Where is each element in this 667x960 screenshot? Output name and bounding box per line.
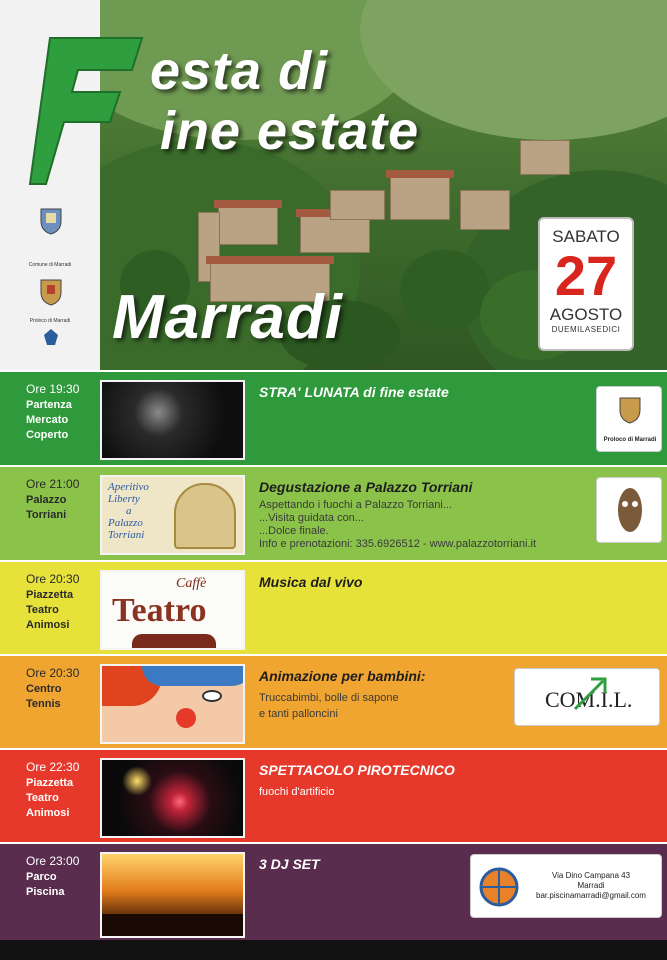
- title-line-2: ine estate: [160, 101, 420, 161]
- event-time: Ore 22:30: [26, 760, 80, 774]
- title-town: Marradi: [112, 283, 343, 352]
- event-desc-4: Info e prenotazioni: 335.6926512 - www.palazzotorriani.it: [259, 538, 537, 550]
- event-title: STRA' LUNATA di fine estate: [259, 384, 449, 400]
- night-moon-thumbnail: [100, 380, 245, 460]
- date-day-number: 27: [554, 244, 618, 307]
- caffe-teatro-thumbnail: Caffè Teatro: [100, 570, 245, 650]
- event-time: Ore 23:00: [26, 854, 80, 868]
- event-title: SPETTACOLO PIROTECNICO: [259, 762, 455, 778]
- crest1-caption: Comune di Marradi: [28, 262, 72, 268]
- proloco-shield-icon: [617, 393, 643, 425]
- palazzo-torriani-logo: [596, 477, 662, 543]
- mask-emblem-icon: [615, 484, 645, 538]
- proloco-logo: [596, 386, 662, 452]
- event-place: Piazzetta Teatro Animosi: [26, 589, 74, 631]
- crest2-caption: Proloco di Marradi: [29, 318, 71, 324]
- date-month: AGOSTO: [549, 305, 623, 324]
- event-desc-1: Truccabimbi, bolle di sapone: [259, 692, 399, 704]
- proloco-crest-icon: [38, 276, 64, 306]
- header: [0, 0, 667, 370]
- fireworks-thumbnail: [100, 758, 245, 838]
- event-row-3: [0, 560, 667, 654]
- event-row-5: [0, 748, 667, 842]
- event-place: Partenza Mercato Coperto: [26, 399, 72, 441]
- event-title: Degustazione a Palazzo Torriani: [259, 479, 473, 495]
- event-desc-2: ...Visita guidata con...: [259, 512, 364, 524]
- event-time: Ore 21:00: [26, 477, 80, 491]
- comune-crest-icon: [38, 205, 64, 235]
- event-time: Ore 19:30: [26, 382, 80, 396]
- event-desc-2: e tanti palloncini: [259, 708, 338, 720]
- eagle-emblem-icon: [38, 326, 64, 348]
- event-title: 3 DJ SET: [259, 856, 320, 872]
- date-box: [538, 217, 634, 351]
- event-time: Ore 20:30: [26, 572, 80, 586]
- concert-crowd-thumbnail: [100, 852, 245, 938]
- comil-logo: COM.I.L.: [514, 668, 660, 726]
- arrow-up-icon: [569, 673, 613, 713]
- event-desc-3: ...Dolce finale.: [259, 525, 329, 537]
- proloco-logo-text: Proloco di Marradi: [603, 437, 657, 443]
- title-big-f: [28, 30, 148, 190]
- event-row-1: [0, 370, 667, 465]
- event-row-2: [0, 465, 667, 560]
- date-year: DUEMILASEDICI: [551, 325, 621, 334]
- bar-piscina-logo: Via Dino Campana 43 Marradi bar.piscinamarradi@gmail.com: [470, 854, 662, 918]
- event-place: Piazzetta Teatro Animosi: [26, 777, 74, 819]
- event-place: Centro Tennis: [26, 683, 62, 710]
- basketball-icon: [477, 865, 521, 909]
- event-row-6: [0, 842, 667, 940]
- event-time: Ore 20:30: [26, 666, 80, 680]
- event-desc-1: Aspettando i fuochi a Palazzo Torriani...: [259, 499, 453, 511]
- clown-face-thumbnail: [100, 664, 245, 744]
- event-title: Animazione per bambini:: [259, 668, 426, 684]
- date-weekday: SABATO: [552, 227, 620, 246]
- event-row-4: [0, 654, 667, 748]
- event-place: Parco Piscina: [26, 871, 65, 898]
- title-line-1: esta di: [150, 41, 329, 101]
- event-place: Palazzo Torriani: [26, 494, 67, 521]
- event-title: Musica dal vivo: [259, 574, 363, 590]
- event-desc-1: fuochi d'artificio: [259, 786, 335, 798]
- aperitivo-liberty-thumbnail: Aperitivo Liberty a Palazzo Torriani: [100, 475, 245, 555]
